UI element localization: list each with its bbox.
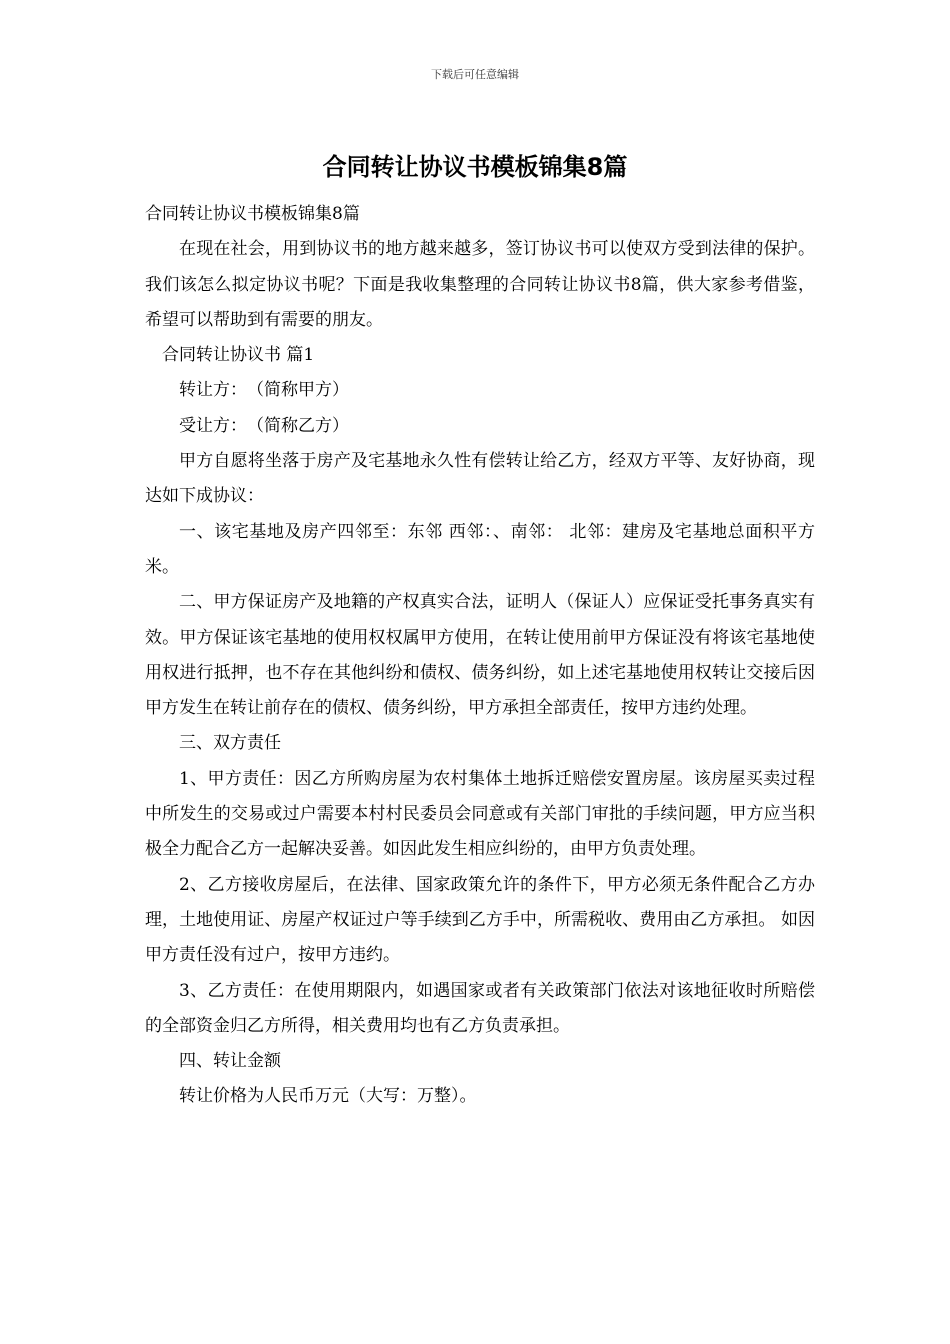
clause-1: 一、该宅基地及房产四邻至：东邻 西邻：、南邻： 北邻：建房及宅基地总面积平方米。 bbox=[145, 521, 815, 577]
clause-4-heading: 四、转让金额 bbox=[179, 1051, 281, 1072]
page-header-note: 下载后可任意编辑 bbox=[431, 68, 519, 81]
intro-paragraph: 在现在社会，用到协议书的地方越来越多，签订协议书可以使双方受到法律的保护。我们该怎么拟定协议书呢？下面是我收集整理的合同转让协议书8篇，供大家参考借鉴，希望可以帮助到有需要的朋友。 bbox=[145, 239, 815, 330]
subtitle-line: 合同转让协议书模板锦集8篇 bbox=[145, 204, 360, 224]
clause-3-heading: 三、双方责任 bbox=[179, 733, 281, 754]
document-title: 合同转让协议书模板锦集8篇 bbox=[322, 153, 628, 181]
section-heading: 合同转让协议书 篇1 bbox=[162, 345, 315, 366]
transfer-price-line: 转让价格为人民币万元（大写：万整）。 bbox=[179, 1086, 477, 1107]
clause-3-item-2: 2、乙方接收房屋后，在法律、国家政策允许的条件下，甲方必须无条件配合乙方办理，土地使用证、房屋产权证过户等手续到乙方手中，所需税收、费用由乙方承担。 如因甲方责任没有过户，按甲方违约。 bbox=[145, 874, 815, 966]
clause-3-item-3: 3、乙方责任：在使用期限内，如遇国家或者有关政策部门依法对该地征收时所赔偿的全部资金归乙方所得，相关费用均也有乙方负责承担。 bbox=[145, 980, 815, 1036]
document-body bbox=[145, 197, 815, 1115]
clause-2: 二、甲方保证房产及地籍的产权真实合法，证明人（保证人）应保证受托事务真实有效。甲方保证该宅基地的使用权权属甲方使用，在转让使用前甲方保证没有将该宅基地使用权进行抵押，也不存在其他纠纷和债权、债务纠纷，如上述宅基地使用权转让交接后因甲方发生在转让前存在的债权、债务纠纷，甲方承担全部责任，按甲方违约处理。 bbox=[145, 592, 815, 719]
agreement-preamble: 甲方自愿将坐落于房产及宅基地永久性有偿转让给乙方，经双方平等、友好协商，现达如下成协议： bbox=[145, 451, 815, 507]
clause-3-item-1: 1、甲方责任：因乙方所购房屋为农村集体土地拆迁赔偿安置房屋。该房屋买卖过程中所发生的交易或过户需要本村村民委员会同意或有关部门审批的手续问题，甲方应当积极全力配合乙方一起解决妥善。如因此发生相应纠纷的，由甲方负责处理。 bbox=[145, 768, 815, 860]
transferee-line: 受让方： （简称乙方） bbox=[179, 415, 349, 436]
transferor-line: 转让方： （简称甲方） bbox=[179, 380, 349, 401]
